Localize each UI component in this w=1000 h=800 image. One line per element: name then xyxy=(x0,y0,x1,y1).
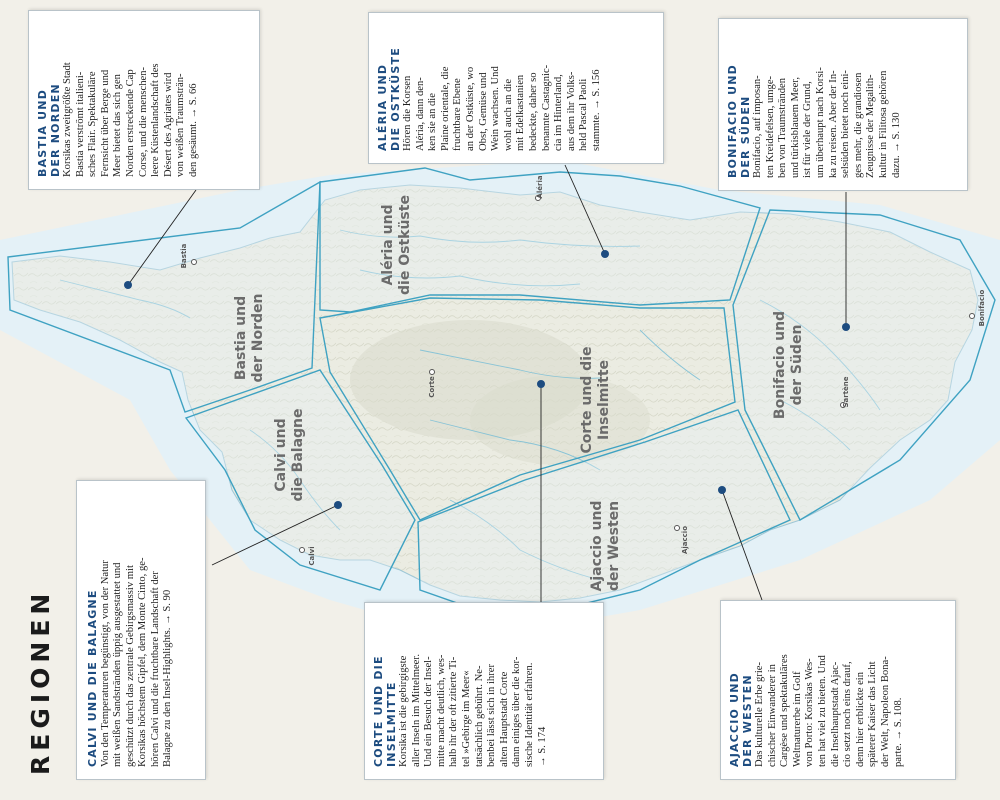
region-dot-calvi xyxy=(334,501,342,509)
town-name-sartene: Sartène xyxy=(842,376,850,408)
info-box-calvi xyxy=(76,480,206,780)
info-box-ajaccio xyxy=(720,600,956,780)
region-label-bonifacio: Bonifacio und der Süden xyxy=(772,310,805,420)
region-dot-corte xyxy=(537,380,545,388)
info-box-text-bonifacio: Bonifacio, auf imposan- ten Kreidefelsen, umge- ben von Traumstränden und türkisblauem Meer, ist für viele der Grund, um überhaupt nach Korsi- ka zu reisen. Aber der In- selsüden bietet noch eini- ges mehr, die grandiosen Zeugnisse der Megalith- kultur in Filitosa gehören dazu. → S. 130 xyxy=(752,67,902,178)
info-box-text-bastia: Korsikas zweitgrößte Stadt Bastia verströmt italieni- sches Flair. Spektakuläre Fernsicht über Berge und Meer bietet das sich gen Norden erstreckende Cap Corse, und die menschen- leere Küstenlandschaft des Désert des Agriates wird von weißen Traumsträn- den gesäumt. → S. 66 xyxy=(62,62,199,177)
info-box-text-ajaccio: Das kulturelle Erbe grie- chischer Einwanderer in Cargèse und spektakuläres Weltnaturerbe im Golf von Porto: Korsikas Wes- ten hat viel zu bieten. Und die Inselhauptstadt Ajac- cio setzt noch eins drauf, denn hier erblickte ein späterer Kaiser das Licht der Welt, Napoleon Bona- parte. → S. 108. xyxy=(754,654,904,767)
info-box-bastia xyxy=(28,10,260,190)
region-label-aleria: Aléria und die Ostküste xyxy=(380,195,413,295)
info-box-corte xyxy=(364,602,604,780)
info-box-title-corte: CORTE UND DIE INSELMITTE xyxy=(372,655,398,767)
region-dot-aleria xyxy=(601,250,609,258)
info-box-bonifacio xyxy=(718,18,968,191)
info-box-aleria xyxy=(368,12,664,164)
town-name-aleria: Aléria xyxy=(536,175,544,199)
region-label-bastia: Bastia und der Norden xyxy=(233,293,266,383)
info-box-title-aleria: ALÉRIA UND DIE OSTKÜSTE xyxy=(376,47,402,151)
town-marker-bonifacio xyxy=(970,314,975,319)
town-name-calvi: Calvi xyxy=(308,546,316,566)
town-name-bonifacio: Bonifacio xyxy=(978,289,986,327)
page-title: REGIONEN xyxy=(26,588,55,775)
region-label-calvi: Calvi und die Balagne xyxy=(273,408,306,502)
region-label-corte: Corte und die Inselmitte xyxy=(579,346,612,454)
region-dot-bastia xyxy=(124,281,132,289)
town-marker-corte xyxy=(430,370,435,375)
town-marker-calvi xyxy=(300,548,305,553)
info-box-text-aleria: Hören die Korsen Aléria, dann den- ken sie an die Plaine orientale, die fruchtbare Ebene an der Ostküste, wo Obst, Gemüse und Wein wachsen. Und wohl auch an die mit Edelkastanien bedeckte, daher so benannte Castagnic- cia im Hinterland, aus dem ihr Volks- held Pascal Paoli stammte. → S. 156 xyxy=(402,64,602,151)
region-dot-bonifacio xyxy=(842,323,850,331)
town-name-corte: Corte xyxy=(428,376,436,398)
region-label-ajaccio: Ajaccio und der Westen xyxy=(589,500,622,592)
info-box-title-bonifacio: BONIFACIO UND DER SÜDEN xyxy=(726,63,752,178)
town-marker-bastia xyxy=(192,260,197,265)
region-dot-ajaccio xyxy=(718,486,726,494)
town-name-ajaccio: Ajaccio xyxy=(681,525,689,555)
info-box-title-bastia: BASTIA UND DER NORDEN xyxy=(36,83,62,177)
town-marker-ajaccio xyxy=(675,526,680,531)
info-box-title-calvi: CALVI UND DIE BALAGNE xyxy=(86,589,99,767)
info-box-text-corte: Korsika ist die gebirgigste aller Inseln im Mittelmeer. Und ein Besuch der Insel- mitte macht deutlich, wes- halb ihr der oft zitierte Ti- tel »Gebirge im Meer« tatsächlich gebührt. Ne- benbei lässt sich in ihrer alten Hauptstadt Corte dann einiges über die kor- sische Identität erfahren. → S. 174 xyxy=(398,654,548,767)
town-name-bastia: Bastia xyxy=(180,243,188,269)
info-box-title-ajaccio: AJACCIO UND DER WESTEN xyxy=(728,671,754,767)
info-box-text-calvi: Von den Temperaturen begünstigt, von der Natur mit weißen Sandstränden üppig ausgestattet und geschützt durch das zentrale Gebirgsmassiv mit Korsikas höchstem Gipfel, dem Monte Cinto, ge- hören Calvi und die fruchtbare Landschaft der Balagne zu den Insel-Highlights. → S. 90 xyxy=(99,557,174,767)
